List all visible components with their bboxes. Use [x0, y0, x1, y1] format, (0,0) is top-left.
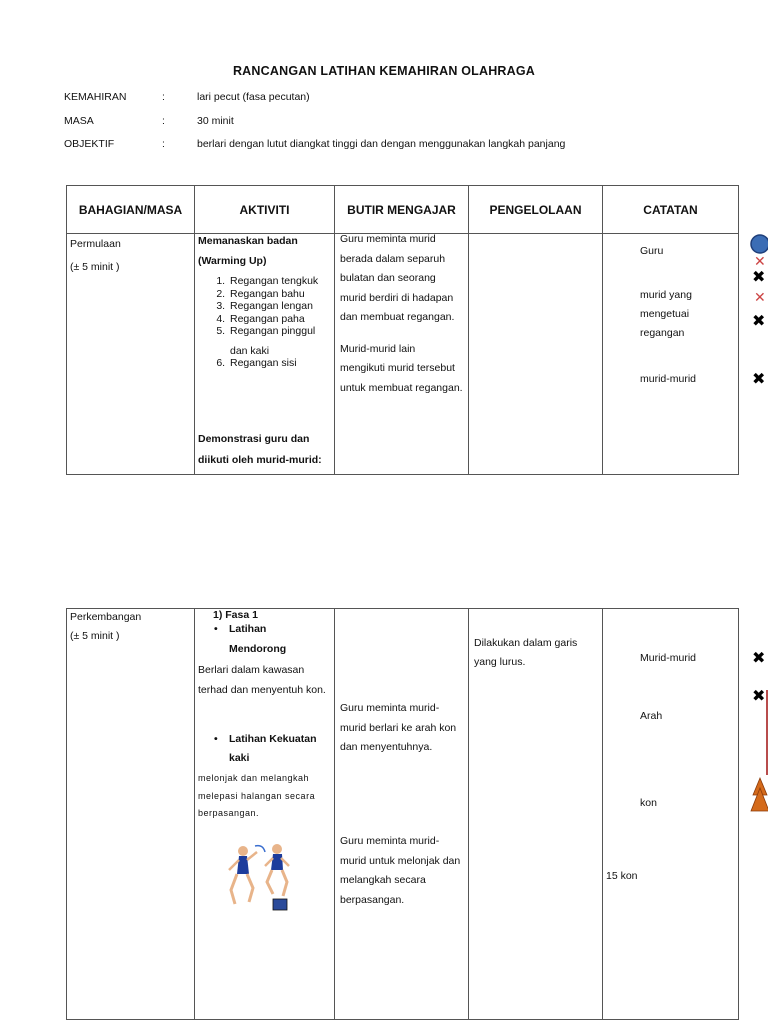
header-butir: BUTIR MENGAJAR — [335, 186, 469, 234]
meta-value: 30 minit — [197, 115, 234, 127]
butir-text-1: Guru meminta murid berada dalam separuh bulatan dan seorang murid berdiri di hadapan dan membuat regangan. — [340, 233, 455, 323]
bahagian-label: Perkembangan — [70, 611, 142, 623]
meta-colon: : — [162, 138, 165, 150]
catatan-murid: Murid-murid — [640, 652, 697, 664]
catatan-15kon: 15 kon — [606, 870, 638, 882]
list-item: 6. Regangan sisi — [228, 357, 331, 370]
legend-symbols-2 — [748, 645, 768, 825]
list-item: 3. Regangan lengan — [228, 300, 331, 313]
table-row — [67, 234, 739, 475]
cross-icon: ✖ — [752, 369, 766, 388]
table-row — [67, 609, 739, 1020]
latihan-title — [198, 619, 319, 659]
aktiviti-sub: (Warming Up) — [198, 255, 267, 267]
butir-text-2: Murid-murid lain mengikuti murid tersebut untuk membuat regangan. — [340, 342, 463, 394]
pengelolaan-text: Dilakukan dalam garis yang lurus. — [474, 637, 578, 668]
catatan-guru: Guru — [640, 245, 664, 257]
header-aktiviti: AKTIVITI — [195, 186, 335, 234]
list-item: 1. Regangan tengkuk — [228, 275, 331, 288]
cross-icon: ✖ — [752, 267, 766, 286]
header-pengelolaan: PENGELOLAAN — [469, 186, 603, 234]
cross-icon: ✖ — [752, 311, 766, 330]
list-item-text: dan kaki — [230, 344, 270, 357]
masa-label: (± 5 minit ) — [70, 630, 120, 642]
meta-key: KEMAHIRAN — [64, 91, 127, 103]
bullet-icon: • — [214, 623, 218, 635]
meta-key: OBJEKTIF — [64, 138, 115, 150]
page-title: RANCANGAN LATIHAN KEMAHIRAN OLAHRAGA — [232, 64, 536, 78]
meta-colon: : — [162, 91, 165, 103]
catatan-murid: murid yang mengetuai regangan — [640, 289, 692, 339]
latihan-text: Latihan Mendorong — [229, 623, 287, 655]
meta-value: berlari dengan lutut diangkat tinggi dan dengan menggunakan langkah panjang — [197, 138, 566, 150]
teacher-circle-icon — [751, 235, 768, 253]
latihan-desc: melonjak dan melangkah melepasi halangan secara berpasangan. — [198, 773, 316, 818]
fasa-label: 1) Fasa 1 — [213, 609, 258, 621]
header-catatan: CATATAN — [603, 186, 739, 234]
meta-value: lari pecut (fasa pecutan) — [197, 91, 310, 103]
stretch-list — [198, 275, 331, 370]
catatan-kon: kon — [640, 797, 657, 809]
meta-colon: : — [162, 115, 165, 127]
header-bahagian: BAHAGIAN/MASA — [67, 186, 195, 234]
meta-row-kemahiran — [0, 91, 768, 105]
butir-text-1: Guru meminta murid-murid berlari ke arah kon dan menyentuhnya. — [340, 702, 457, 753]
legend-symbols-1 — [748, 230, 768, 390]
catatan-murid2: murid-murid — [640, 373, 697, 385]
catatan-arah: Arah — [640, 710, 663, 722]
formation-symbols — [748, 645, 768, 825]
latihan-desc: Berlari dalam kawasan terhad dan menyentuh kon. — [198, 664, 326, 696]
bullet-icon: • — [214, 733, 218, 745]
bahagian-label: Permulaan — [70, 238, 121, 250]
meta-key: MASA — [64, 115, 94, 127]
list-item-text: Regangan pinggul — [230, 325, 316, 337]
formation-symbols — [748, 230, 768, 390]
list-item: 2. Regangan bahu — [228, 288, 331, 301]
butir-text-2: Guru meminta murid-murid untuk melonjak dan melangkah secara berpasangan. — [340, 835, 461, 906]
jumping-children-illustration — [225, 844, 305, 912]
masa-label: (± 5 minit ) — [70, 261, 120, 273]
aktiviti-heading: Memanaskan badan — [198, 235, 298, 247]
latihan-title — [198, 730, 329, 768]
meta-row-masa — [0, 115, 768, 129]
x-outline-icon: ✕ — [754, 290, 766, 306]
cross-icon: ✖ — [752, 648, 766, 667]
demo-note: Demonstrasi guru dan diikuti oleh murid-murid: — [198, 433, 322, 466]
meta-row-objektif — [0, 138, 768, 152]
table-header-row — [67, 186, 739, 234]
list-item: 4. Regangan paha — [228, 313, 331, 326]
cross-icon: ✖ — [752, 686, 766, 705]
plan-table-1 — [66, 185, 739, 475]
x-outline-icon: ✕ — [754, 254, 766, 270]
latihan-text: Latihan Kekuatan kaki — [229, 733, 317, 764]
list-item — [228, 325, 331, 357]
plan-table-2 — [66, 608, 739, 1020]
